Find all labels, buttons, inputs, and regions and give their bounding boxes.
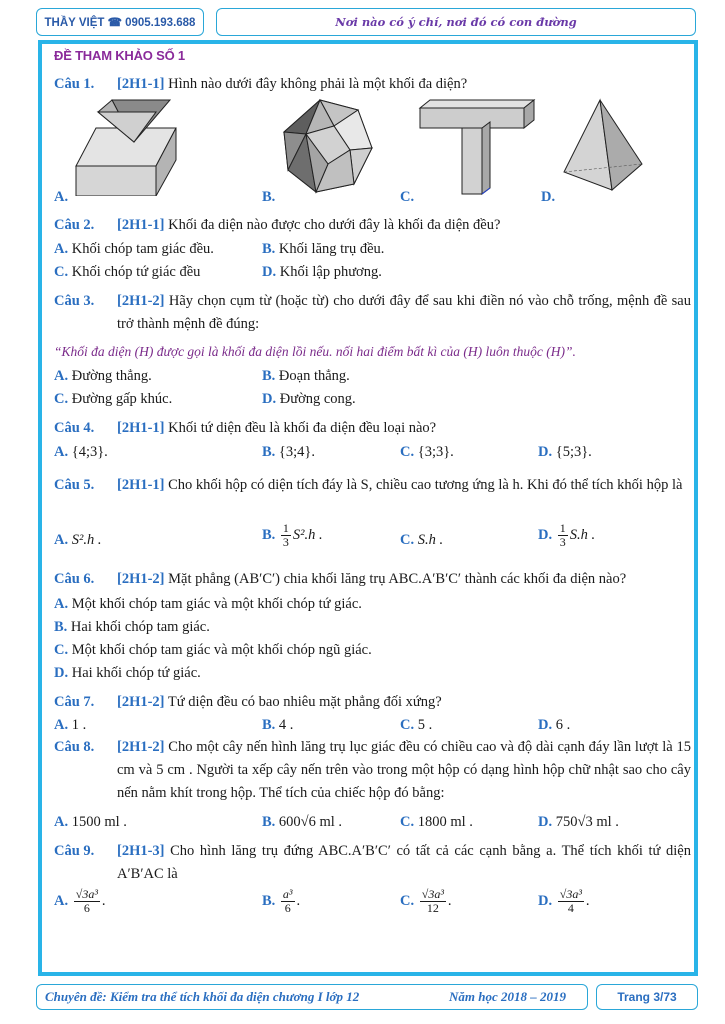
question-5 [117,474,691,497]
question-tag: [2H1-1] [117,420,165,436]
option-b: B. $\frac{\text{a³}}{6}$ . [262,887,301,915]
option-a: A. Đường thẳng. [54,368,152,384]
option-d: D. 6 . [538,717,571,733]
question-9 [117,840,691,886]
option-a: A. Khối chóp tam giác đều. [54,241,214,257]
question-7 [54,691,694,714]
option-c: C. Đường gấp khúc. [54,391,173,407]
option-d: D. 750√3 ml . [538,814,619,830]
option-c: C. Khối chóp tứ giác đều [54,264,201,280]
question-2 [54,214,694,237]
option-c: C. 1800 ml . [400,814,473,830]
option-a: A. {4;3}. [54,444,108,460]
question-tag: [2H1-2] [117,694,165,710]
option-label: C. [400,189,415,205]
option-label: A. [54,189,69,205]
question-tag: [2H1-1] [117,76,165,92]
option-b: B. Khối lăng trụ đều. [262,241,385,257]
footer-topic: Chuyên đề: Kiểm tra thể tích khối đa diện chương I lớp 12 [45,989,360,1004]
question-text: Khối tứ diện đều là khối đa diện đều loại nào? [164,420,437,436]
option-d: D. Hai khối chóp tứ giác. [54,665,201,681]
question-5-number: Câu 5. [54,477,95,493]
question-tag: [2H1-2] [117,571,165,587]
footer-page: Trang 3/73 [596,984,698,1010]
option-b: B. 4 . [262,717,294,733]
question-3-number: Câu 3. [54,293,95,309]
question-3-quote: “Khối đa diện (H) được gọi là khối đa diện lồi nếu. nối hai điểm bất kì của (H) luôn thuộc (H)”. [54,344,576,359]
option-d: D. $\frac{1}{3}$ S.h . [538,521,596,549]
figure-c-t-shape [418,98,536,196]
question-tag: [2H1-2] [117,739,165,755]
option-b: B. Đoạn thẳng. [262,368,350,384]
figure-d-pyramid [562,98,644,194]
question-text: Mặt phẳng (AB′C′) chia khối lăng trụ ABC.A′B′C′ thành các khối đa diện nào? [164,571,627,587]
question-text: Hãy chọn cụm từ (hoặc từ) cho dưới đây để sau khi điền nó vào chỗ trống, mệnh đề sau trở thành mệnh đề đúng: [117,293,691,332]
question-9-number: Câu 9. [54,843,95,859]
question-6 [54,568,694,591]
option-d: D. Khối lập phương. [262,264,382,280]
question-text: Tứ diện đều có bao nhiêu mặt phẳng đối xứng? [164,694,442,710]
option-d: D. Đường cong. [262,391,356,407]
question-4 [54,417,694,440]
header-phone: THẦY VIỆT ☎ 0905.193.688 [36,8,204,36]
doc-title: ĐỀ THAM KHẢO SỐ 1 [54,48,185,63]
question-1 [54,73,694,96]
option-a: A. Một khối chóp tam giác và một khối chóp tứ giác. [54,596,362,612]
question-tag: [2H1-2] [117,293,165,309]
option-a: A. $\frac{\text{√3a³}}{6}$ . [54,887,106,915]
option-c: C. S.h . [400,532,444,548]
question-number: Câu 6. [54,571,95,587]
question-number: Câu 4. [54,420,95,436]
option-c: C. 5 . [400,717,433,733]
option-b: B. 600√6 ml . [262,814,343,830]
option-c: C. Một khối chóp tam giác và một khối chóp ngũ giác. [54,642,372,658]
option-label: B. [262,189,276,205]
option-c: C. $\frac{\text{√3a³}}{12}$ . [400,887,452,915]
footer-topic-box [36,984,588,1010]
question-number: Câu 1. [54,76,95,92]
option-a: A. 1 . [54,717,87,733]
option-a: A. S².h . [54,532,102,548]
option-a: A. 1500 ml . [54,814,127,830]
option-label: D. [541,189,556,205]
question-tag: [2H1-3] [117,843,165,859]
question-text: Khối đa diện nào được cho dưới đây là khối đa diện đều? [164,217,501,233]
question-text: Cho hình lăng trụ đứng ABC.A′B′C′ có tất cả các cạnh bằng a. Thể tích khối tứ diện A′B′AC là [117,843,691,882]
option-b: B. $\frac{1}{3}$ S².h . [262,521,323,549]
option-d: D. {5;3}. [538,444,592,460]
footer-year: Năm học 2018 – 2019 [449,989,566,1004]
header-motto: Nơi nào có ý chí, nơi đó có con đường [216,8,696,36]
question-3 [117,290,691,336]
question-tag: [2H1-1] [117,217,165,233]
question-tag: [2H1-1] [117,477,165,493]
question-8 [117,736,691,805]
question-8-number: Câu 8. [54,739,95,755]
figure-b-polyhedron [276,98,376,194]
option-b: B. {3;4}. [262,444,315,460]
question-number: Câu 7. [54,694,95,710]
question-text: Cho khối hộp có diện tích đáy là S, chiều cao tương ứng là h. Khi đó thể tích khối hộp là [164,477,683,493]
question-text: Hình nào dưới đây không phải là một khối đa diện? [164,76,468,92]
question-number: Câu 2. [54,217,95,233]
option-c: C. {3;3}. [400,444,454,460]
option-d: D. $\frac{\text{√3a³}}{4}$ . [538,887,590,915]
content-frame [38,40,698,976]
question-text: Cho một cây nến hình lăng trụ lục giác đều có chiều cao và độ dài cạnh đáy lần lượt là 15 cm và 5 cm . Người ta xếp cây nến trên vào trong một hộp có dạng hình hộp chữ nhật sao cho cây nến nằm khít trong hộp. Thể tích của chiếc hộp đó bằng: [117,739,691,801]
option-b: B. Hai khối chóp tam giác. [54,619,210,635]
figure-a-inverted-pyramid-on-box [68,98,183,196]
